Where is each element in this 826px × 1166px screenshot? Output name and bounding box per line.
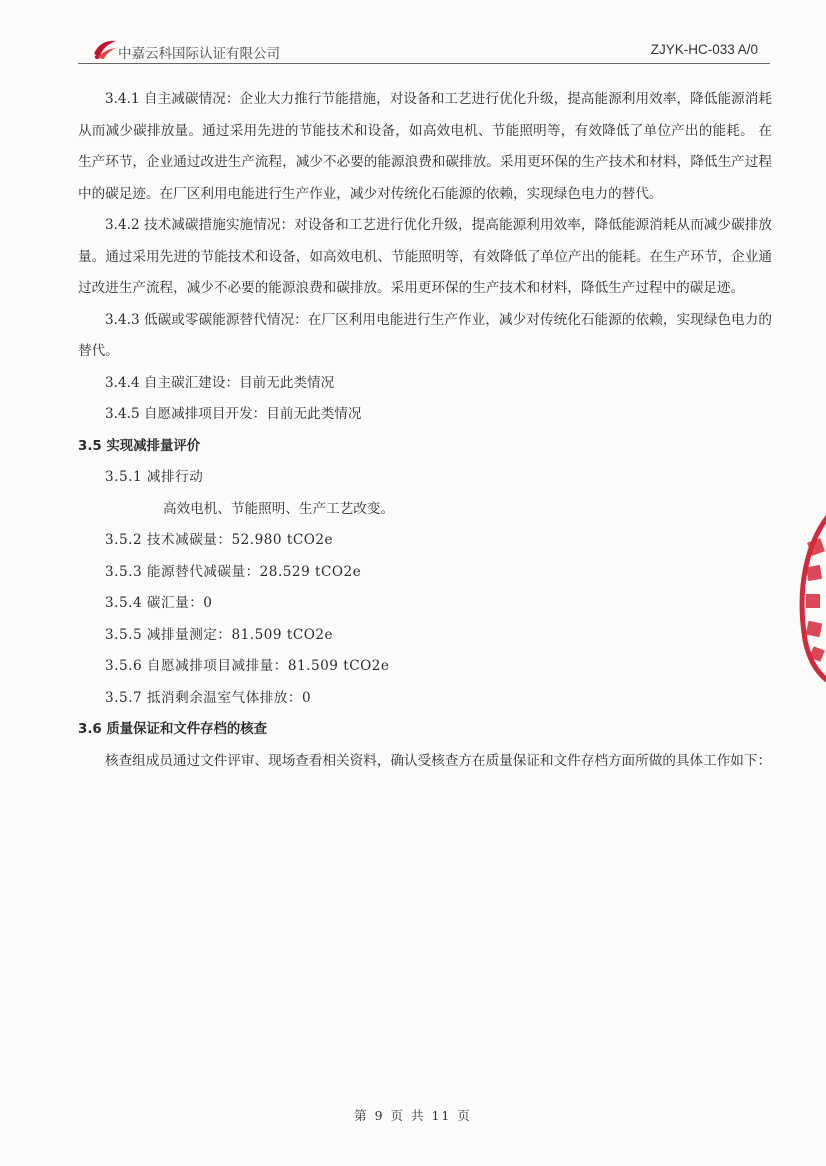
section-3-5-1-detail: 高效电机、节能照明、生产工艺改变。 [163, 500, 395, 517]
section-3-5-6: 3.5.6 自愿减排项目减排量：81.509 tCO2e [105, 658, 390, 674]
heading-3-5: 3.5 实现减排量评价 [78, 438, 201, 454]
red-seal-stamp [787, 500, 826, 690]
section-3-4-1: 3.4.1 自主减碳情况：企业大力推行节能措施，对设备和工艺进行优化升级，提高能源利用效率，降低能源消耗从而减少碳排放量。通过采用先进的节能技术和设备，如高效电机、节能照明等，有效降低了单位产出的能耗。 在生产环节，企业通过改进生产流程，减少不必要的能源浪费和碳排放。采用更环保的生产技术和材料，降低生产过程中的碳足迹。在厂区利用电能进行生产作业，减少对传统化石能源的依赖，实现绿色电力的替代。 [78, 91, 772, 202]
heading-3-6: 3.6 质量保证和文件存档的核查 [78, 722, 268, 737]
document-number: ZJYK-HC-033 A/0 [650, 42, 758, 57]
section-3-5-7: 3.5.7 抵消剩余温室气体排放：0 [105, 689, 312, 706]
company-logo-icon [92, 38, 118, 60]
section-3-5-4: 3.5.4 碳汇量：0 [105, 595, 213, 611]
section-3-5-3: 3.5.3 能源替代减碳量：28.529 tCO2e [105, 563, 362, 580]
section-3-4-4: 3.4.4 自主碳汇建设：目前无此类情况 [105, 374, 335, 391]
page-header [78, 34, 770, 64]
document-body [78, 84, 772, 777]
section-3-5-5: 3.5.5 减排量测定：81.509 tCO2e [105, 626, 334, 643]
section-3-4-2: 3.4.2 技术减碳措施实施情况：对设备和工艺进行优化升级，提高能源利用效率，降低能源消耗从而减少碳排放量。通过采用先进的节能技术和设备，如高效电机、节能照明等，有效降低了单位产出的能耗。在生产环节，企业通过改进生产流程，减少不必要的能源浪费和碳排放。采用更环保的生产技术和材料，降低生产过程中的碳足迹。 [78, 217, 772, 296]
section-3-5-2: 3.5.2 技术减碳量：52.980 tCO2e [105, 532, 334, 548]
page-number: 第 9 页 共 11 页 [354, 1108, 472, 1123]
section-3-4-5: 3.4.5 自愿减排项目开发：目前无此类情况 [105, 406, 362, 422]
company-name: 中嘉云科国际认证有限公司 [118, 46, 280, 62]
section-3-4-3: 3.4.3 低碳或零碳能源替代情况：在厂区利用电能进行生产作业，减少对传统化石能源的依赖，实现绿色电力的替代。 [78, 311, 772, 359]
section-3-6-text: 核查组成员通过文件评审、现场查看相关资料，确认受核查方在质量保证和文件存档方面所做的具体工作如下： [105, 752, 772, 769]
header-divider [78, 63, 770, 64]
section-3-5-1: 3.5.1 减排行动 [105, 469, 204, 485]
